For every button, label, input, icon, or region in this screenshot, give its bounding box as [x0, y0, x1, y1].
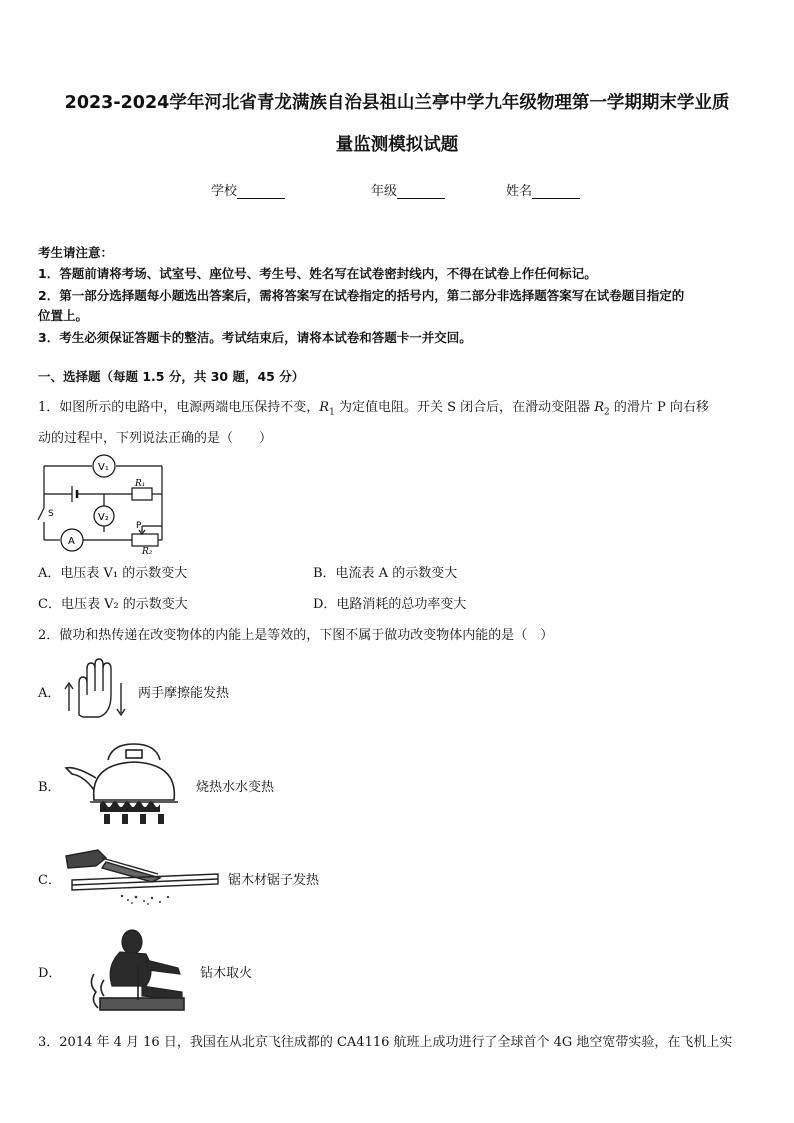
- label-switch: S: [48, 509, 54, 519]
- school-field: [211, 180, 285, 199]
- name-blank: [532, 184, 580, 199]
- grade-label: 年级: [371, 184, 398, 199]
- section-heading: 一、选择题（每题 1.5 分，共 30 题，45 分）: [38, 369, 305, 384]
- notice-item-2-continued: 位置上。: [38, 308, 89, 323]
- q1-text-a: 1．如图所示的电路中，电源两端电压保持不变，: [38, 400, 320, 415]
- q2-option-b-letter: B．: [38, 780, 61, 795]
- name-label: 姓名: [506, 184, 533, 199]
- page-title: 2023-2024学年河北省青龙满族自治县祖山兰亭中学九年级物理第一学期期末学业质: [64, 93, 730, 113]
- q1-option-d: D．电路消耗的总功率变大: [313, 597, 467, 612]
- grade-field: [371, 180, 445, 199]
- q1-r1-sub: 1: [329, 407, 335, 418]
- q1-r2-sub: 2: [604, 407, 610, 418]
- school-blank: [237, 184, 285, 199]
- q2-option-c-letter: C．: [38, 873, 61, 888]
- q2-option-a-caption: 两手摩擦能发热: [138, 686, 230, 701]
- q1-text-c: 的滑片 P 向右移: [609, 400, 709, 415]
- q1-option-a: A．电压表 V₁ 的示数变大: [38, 566, 188, 581]
- q2-stem: 2．做功和热传递在改变物体的内能上是等效的，下图不属于做功改变物体内能的是（ ）: [38, 628, 554, 643]
- q2-option-d-letter: D．: [38, 966, 62, 981]
- q2-option-a-letter: A．: [38, 686, 61, 701]
- school-label: 学校: [211, 184, 238, 199]
- notice-item-1: 1．答题前请将考场、试室号、座位号、考生号、姓名写在试卷密封线内，不得在试卷上作任何标记。: [38, 266, 597, 281]
- label-ammeter: A: [68, 536, 75, 547]
- label-r2: R₂: [142, 547, 153, 554]
- notice-heading: 考生请注意：: [38, 245, 114, 260]
- switch-blade: [38, 508, 44, 520]
- q1-stem-line2: 动的过程中，下列说法正确的是（ ）: [38, 431, 273, 446]
- q2-option-b-caption: 烧热水水变热: [196, 780, 275, 795]
- resistor-r1-symbol: [132, 488, 152, 500]
- q1-stem-line1: [38, 396, 764, 418]
- q2-option-c-caption: 锯木材锯子发热: [228, 873, 320, 888]
- q3-stem-line1: 3．2014 年 4 月 16 日，我国在从北京飞往成都的 CA4116 航班上成功进行了全球首个 4G 地空宽带实验，在飞机上实: [38, 1035, 733, 1050]
- q1-option-b: B．电流表 A 的示数变大: [313, 566, 458, 581]
- grade-blank: [397, 184, 445, 199]
- circuit-diagram: [36, 450, 168, 554]
- rheostat-r2-symbol: [132, 534, 158, 546]
- q1-r2: R: [594, 400, 605, 415]
- drilling-fire-image: [86, 922, 198, 1018]
- notice-item-2: 2．第一部分选择题每小题选出答案后，需将答案写在试卷指定的括号内，第二部分非选择题答案写在试卷题目指定的: [38, 288, 685, 303]
- q1-option-c: C．电压表 V₂ 的示数变大: [38, 597, 188, 612]
- notice-item-3: 3．考生必须保证答题卡的整洁。考试结束后，请将本试卷和答题卡一并交回。: [38, 330, 472, 345]
- hands-rubbing-image: [61, 655, 131, 723]
- label-v1: V₁: [98, 462, 109, 473]
- q1-text-b: 为定值电阻。开关 S 闭合后，在滑动变阻器: [334, 400, 595, 415]
- label-r1: R₁: [135, 479, 146, 489]
- sawing-wood-image: [62, 840, 222, 908]
- kettle-image: [60, 738, 190, 828]
- q1-r1: R: [319, 400, 330, 415]
- name-field: [506, 180, 580, 199]
- q2-option-d-caption: 钻木取火: [200, 966, 253, 981]
- label-slider: P: [136, 521, 142, 531]
- label-v2: V₂: [98, 512, 109, 523]
- page-title-continued: 量监测模拟试题: [335, 135, 459, 155]
